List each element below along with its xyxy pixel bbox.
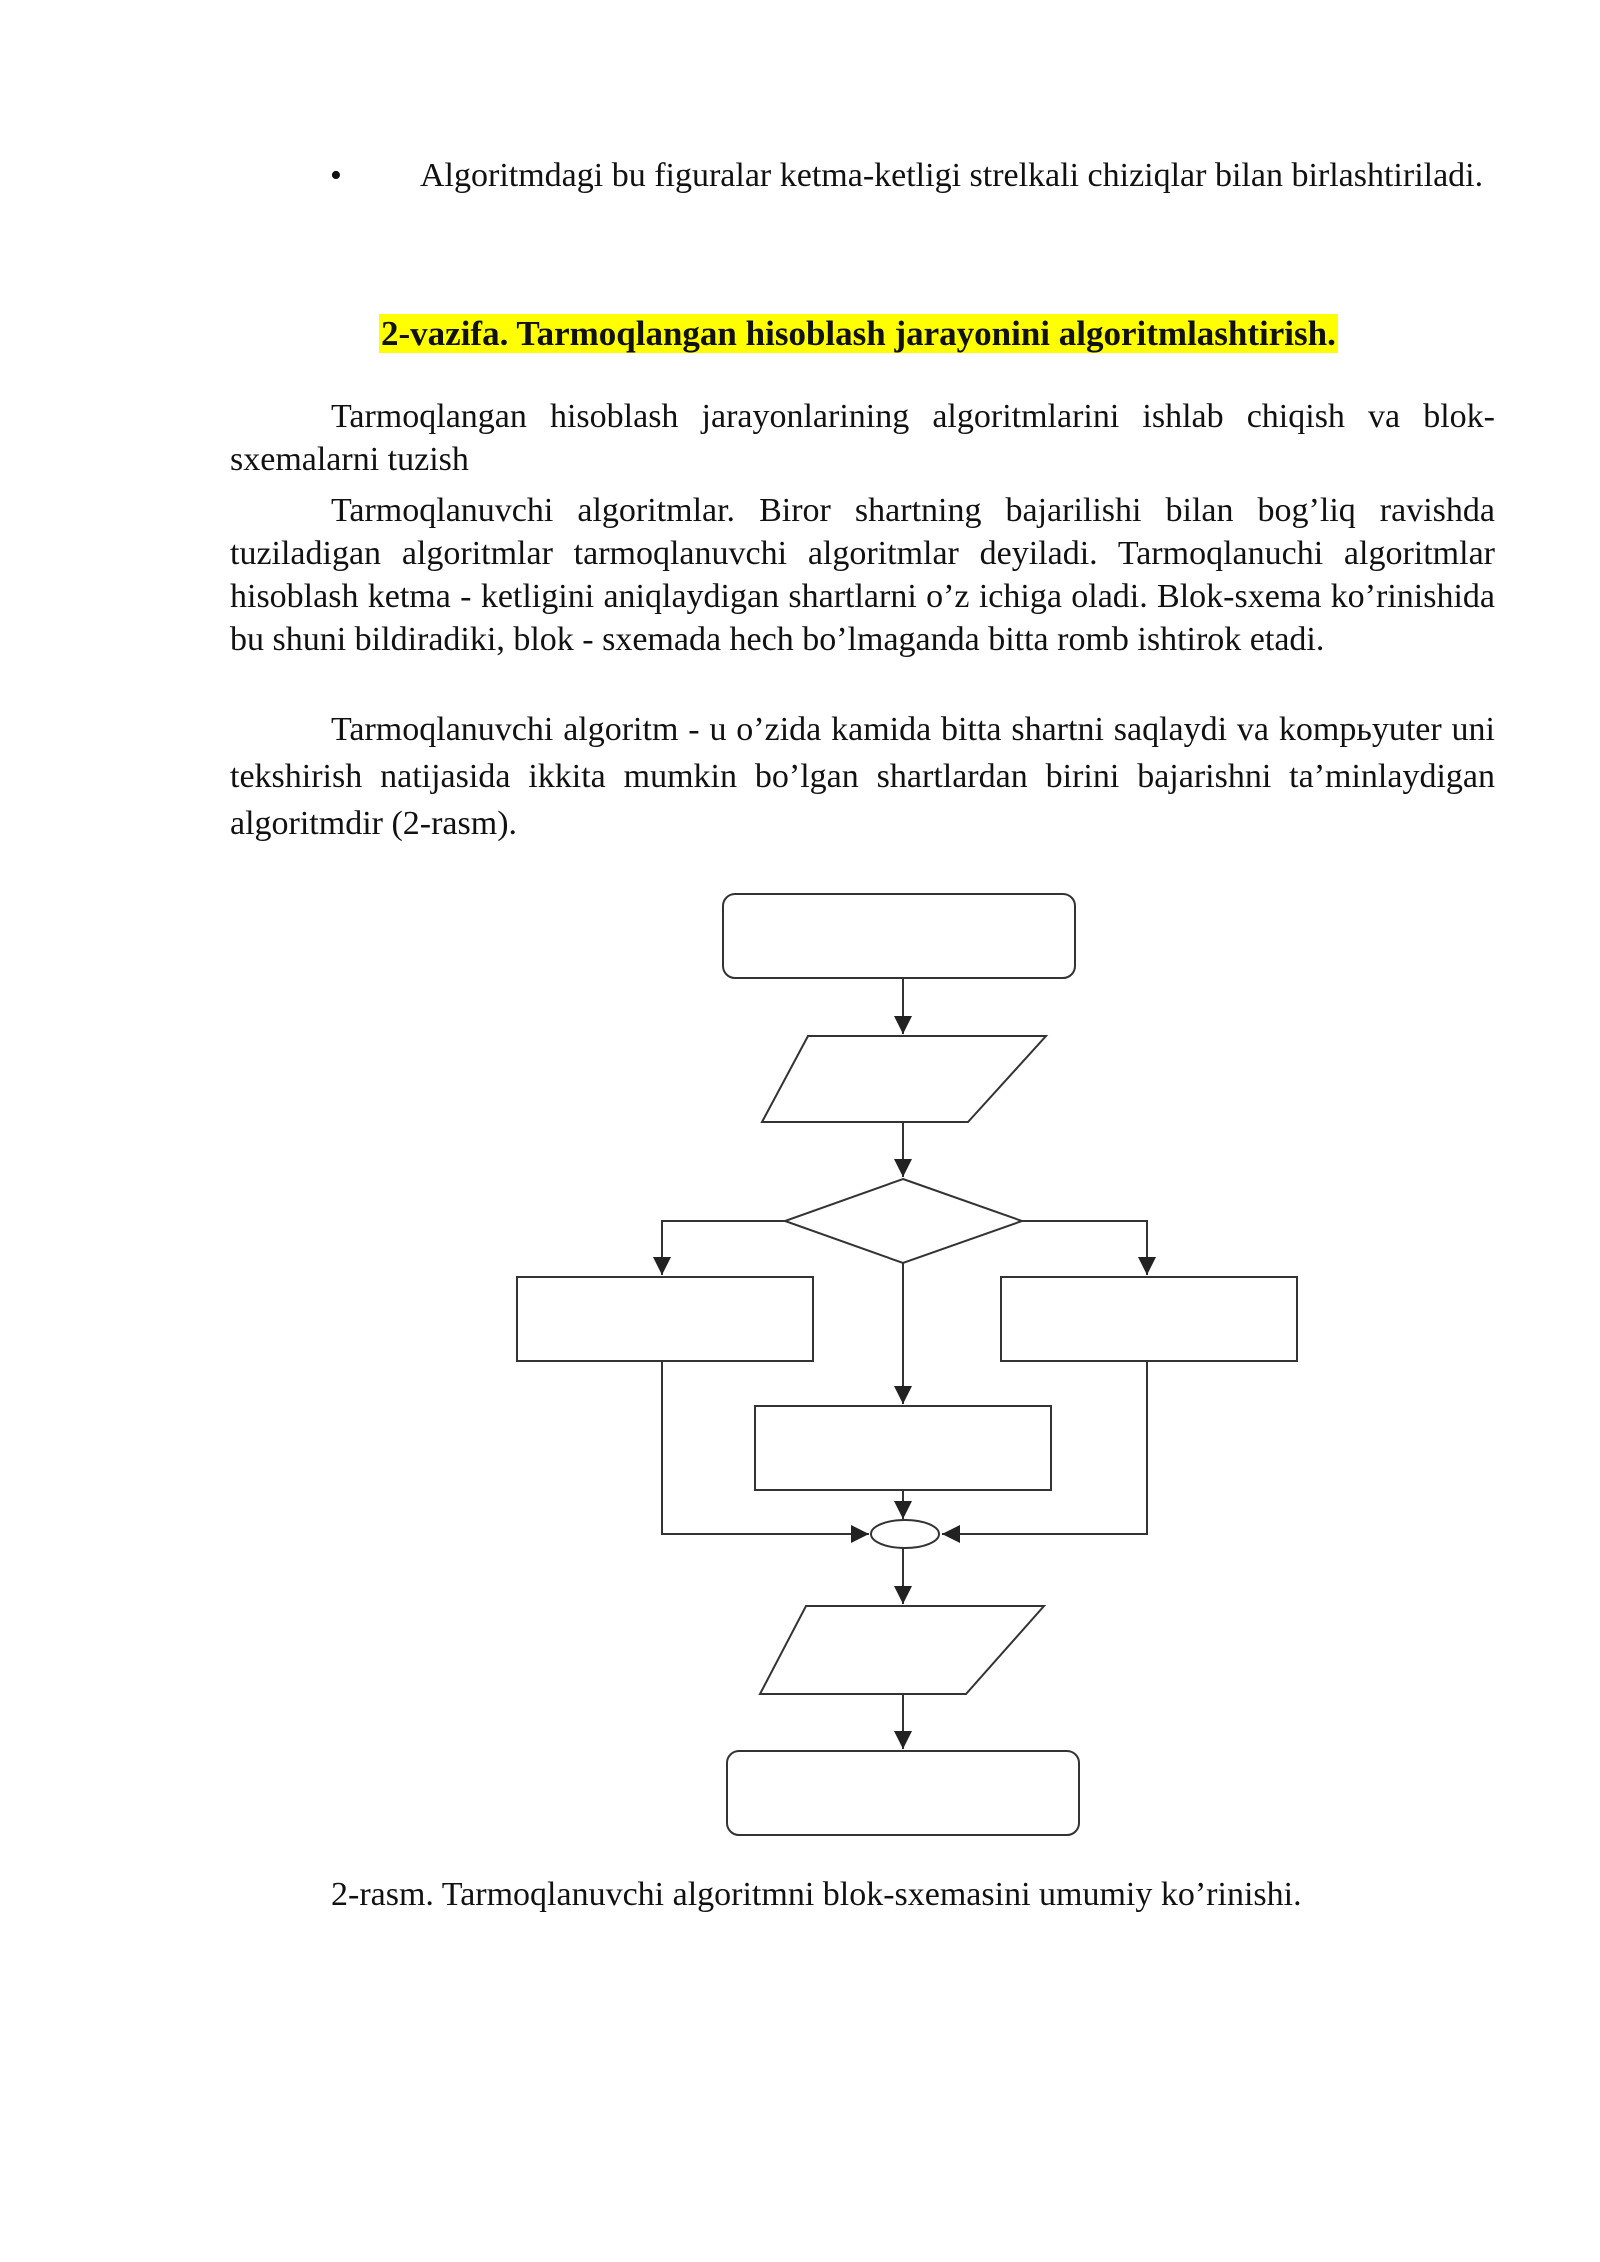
left-process-shape [517,1277,813,1361]
paragraph-branching-algorithm: Tarmoqlanuvchi algoritm - u o’zida kamida bitta shartni saqlaydi va kompьyuter uni tekshirish natijasida ikkita mumkin bo’lgan shartlardan birini bajarishni ta’minlaydigan algoritmdir (2-rasm). [230,711,1495,842]
input-parallelogram-shape [762,1036,1046,1122]
merge-connector-shape [871,1520,939,1548]
paragraph-intro: Tarmoqlangan hisoblash jarayonlarining algoritmlarini ishlab chiqish va blok-sxemalarni tuzish [230,398,1495,478]
start-terminator-shape [723,894,1075,978]
decision-rhombus-shape [785,1179,1022,1263]
task-heading-text: 2-vazifa. Tarmoqlangan hisoblash jarayonini algoritmlashtirish. [381,314,1336,353]
bullet-text: Algoritmdagi bu figuralar ketma-ketligi strelkali chiziqlar bilan birlashtiriladi. [420,157,1484,194]
end-terminator-shape [727,1751,1079,1835]
middle-process-shape [755,1406,1051,1490]
bullet-symbol: • [330,157,342,194]
arrow-decision-to-right-process [1022,1221,1147,1275]
figure-caption: 2-rasm. Tarmoqlanuvchi algoritmni blok-sxemasini umumiy ko’rinishi. [331,1876,1302,1913]
right-process-shape [1001,1277,1297,1361]
output-parallelogram-shape [760,1606,1044,1694]
paragraph-definition: Tarmoqlanuvchi algoritmlar. Biror shartning bajarilishi bilan bog’liq ravishda tuziladigan algoritmlar tarmoqlanuvchi algoritmlar deyiladi. Tarmoqlanuchi algoritmlar hisoblash ketma - ketligini aniqlaydigan shartlarni o’z ichiga oladi. Blok-sxema ko’rinishida bu shuni bildiradiki, blok - sxemada hech bo’lmaganda bitta romb ishtirok etadi. [230,492,1495,658]
arrow-decision-to-left-process [662,1221,785,1275]
